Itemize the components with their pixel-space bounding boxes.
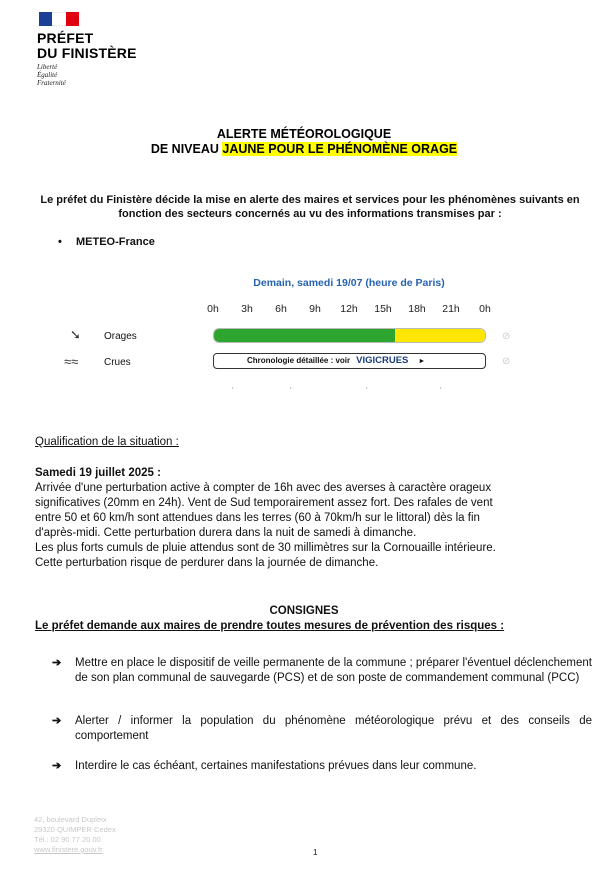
qualification-line: Cette perturbation risque de perdurer dans la journée de dimanche. [35,557,379,569]
title-line1: ALERTE MÉTÉOROLOGIQUE [216,127,392,141]
consigne-item: Mettre en place le dispositif de veille permanente de la commune ; préparer l'éventuel déclenchement de son plan communal de sauvegarde (PCS) et de son poste de commandement communal (PCC) [75,657,592,684]
arrow-right-icon: ➔ [52,657,62,669]
org-name [37,31,167,61]
footer-address [34,815,116,855]
title-highlight: JAUNE POUR LE PHÉNOMÈNE ORAGE [222,141,458,156]
prefecture-logo [37,12,167,87]
axis-mark: ' [290,386,292,395]
source-bullet [58,236,155,248]
vigilance-chart-title: Demain, samedi 19/07 (heure de Paris) [253,277,445,289]
vigicrues-brand: VIGICRUES [356,355,409,366]
qualification-date: Samedi 19 juillet 2025 : [35,467,161,479]
consignes-title: CONSIGNES [269,605,339,617]
orages-green-segment [214,329,395,342]
lightning-icon: ➘ [70,327,81,342]
hour-tick: 12h [340,303,358,315]
hour-tick: 15h [374,303,392,315]
orages-yellow-segment [395,329,485,342]
footer-website-link[interactable]: www.finistere.gouv.fr [34,845,103,854]
document-title [0,127,608,156]
qualification-line: significatives (20mm en 24h). Vent de Sud temporairement assez fort. Des rafales de vent [35,497,493,509]
row-label-crues: Crues [104,357,131,368]
footer-city: 29320 QUIMPER Cedex [34,825,116,834]
source-name: METEO-France [76,236,155,248]
axis-mark: ' [232,386,234,395]
motto [37,63,167,87]
hour-axis [0,303,608,317]
intro-paragraph: Le préfet du Finistère décide la mise en alerte des maires et services pour les phénomènes suivants en fonction des secteurs concernés au vu des informations transmises par : [40,194,580,220]
hour-tick: 0h [479,303,491,315]
title-line2-prefix: DE NIVEAU [150,141,223,156]
qualification-line: entre 50 et 60 km/h sont attendues dans les terres (60 à 70km/h sur le littoral) dès la fin [35,512,480,524]
consigne-item: Interdire le cas échéant, certaines manifestations prévues dans leur commune. [75,760,477,772]
qualification-line: Arrivée d'une perturbation active à compter de 16h avec des averses à caractère orageux [35,482,492,494]
hour-tick: 3h [241,303,253,315]
row-label-orages: Orages [104,331,137,342]
qualification-text [35,481,580,571]
consigne-item: Alerter / informer la population du phénomène météorologique prévu et des conseils de comportement [75,715,592,742]
vigicrues-link[interactable] [213,353,486,369]
arrow-right-icon: ➔ [52,715,62,727]
axis-mark: ' [440,386,442,395]
bullet-dot-icon: • [58,236,62,248]
waves-icon: ≈≈ [64,354,79,369]
hour-tick: 6h [275,303,287,315]
arrow-right-icon: ➔ [52,760,62,772]
vigicrues-link-text: Chronologie détaillée : voir [247,356,351,365]
play-arrow-icon: ► [418,358,426,365]
footer-street: 42, boulevard Dupleix [34,815,107,824]
org-name-line2: DU FINISTÈRE [37,45,137,61]
qualification-line: Les plus forts cumuls de pluie attendus sont de 30 millimètres sur la Cornouaille intérieure. [35,542,496,554]
footer-phone: Tél : 02 90 77 20 00 [34,835,101,844]
hour-tick: 21h [442,303,460,315]
axis-mark: ' [366,386,368,395]
page-number: 1 [313,848,318,857]
hour-tick: 18h [408,303,426,315]
marianne-flag-icon [39,12,79,26]
hour-tick: 9h [309,303,321,315]
qualification-heading: Qualification de la situation : [35,436,179,448]
hour-tick: 0h [207,303,219,315]
hidden-eye-icon: ⊘ [502,331,511,342]
qualification-line: d'après-midi. Cette perturbation durera dans la nuit de samedi à dimanche. [35,527,417,539]
title-line2 [0,142,608,157]
consignes-subtitle: Le préfet demande aux maires de prendre toutes mesures de prévention des risques : [35,620,505,632]
motto-egalite: Égalité [37,71,58,79]
org-name-line1: PRÉFET [37,30,94,46]
motto-fraternite: Fraternité [37,79,66,87]
hidden-eye-icon: ⊘ [502,356,511,367]
orages-timeline-bar [213,328,486,343]
motto-liberte: Liberté [37,63,58,71]
